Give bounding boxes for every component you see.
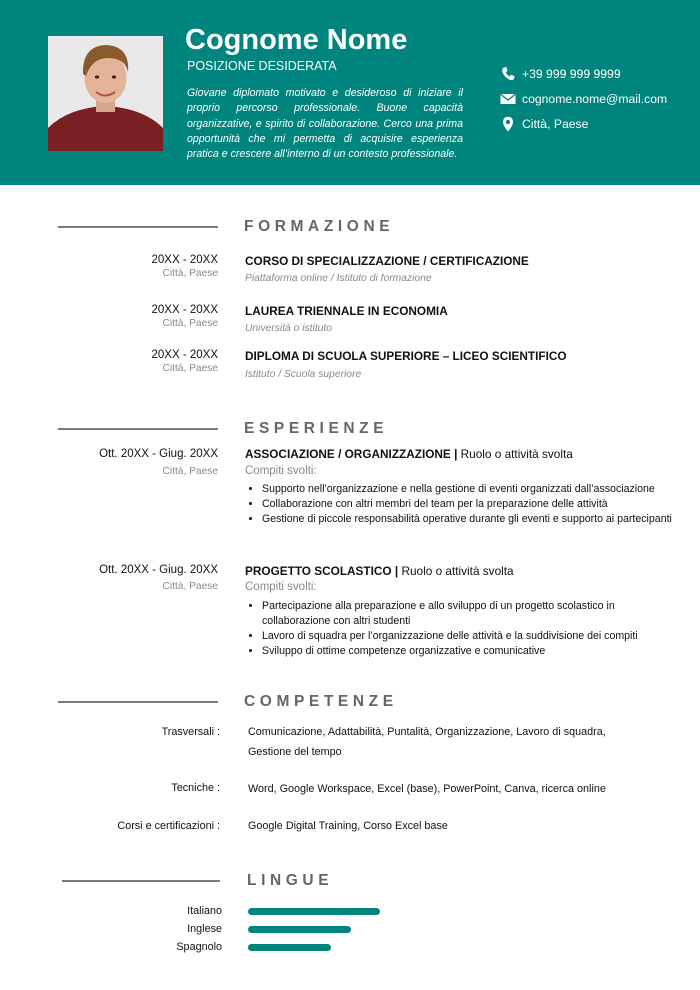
skill-category-label: Corsi e certificazioni :	[117, 820, 220, 832]
experience-date: Ott. 20XX - Giug. 20XX	[99, 448, 218, 460]
skill-category-label: Tecniche :	[171, 782, 220, 794]
language-level-bar	[248, 926, 351, 933]
phone-icon	[500, 66, 516, 82]
experience-org: PROGETTO SCOLASTICO |	[245, 564, 399, 578]
education-title: DIPLOMA DI SCUOLA SUPERIORE – LICEO SCIENTIFICO	[245, 349, 567, 363]
header-banner	[0, 0, 700, 185]
full-name: Cognome Nome	[185, 24, 408, 56]
section-title-formazione: FORMAZIONE	[244, 218, 395, 235]
skill-list: Google Digital Training, Corso Excel base	[248, 820, 448, 832]
section-divider	[58, 226, 218, 228]
education-date: 20XX - 20XX	[151, 254, 218, 266]
mail-icon	[500, 91, 516, 107]
experience-location: Città, Paese	[162, 466, 218, 477]
desired-position: POSIZIONE DESIDERATA	[187, 59, 337, 73]
education-title: CORSO DI SPECIALIZZAZIONE / CERTIFICAZIONE	[245, 254, 529, 268]
language-level-bar	[248, 944, 331, 951]
experience-role: Ruolo o attività svolta	[401, 564, 514, 578]
language-name: Inglese	[187, 923, 222, 935]
phone-number: +39 999 999 9999	[522, 67, 621, 81]
experience-date: Ott. 20XX - Giug. 20XX	[99, 564, 218, 576]
experience-role: Ruolo o attività svolta	[460, 447, 573, 461]
education-title: LAUREA TRIENNALE IN ECONOMIA	[245, 304, 448, 318]
list-item: • Supporto nell’organizzazione e nella gestione di eventi organizzati dall’associazione	[262, 482, 682, 497]
experience-org: ASSOCIAZIONE / ORGANIZZAZIONE |	[245, 447, 458, 461]
language-name: Spagnolo	[176, 941, 222, 953]
list-item: • Sviluppo di ottime competenze organizzative e comunicative	[262, 644, 682, 659]
person-photo-icon	[48, 36, 163, 151]
list-item: • Gestione di piccole responsabilità operative durante gli eventi e supporto ai partecipanti	[262, 512, 682, 527]
skill-category-label: Trasversali :	[161, 726, 220, 738]
experience-title	[245, 447, 573, 461]
profile-photo	[48, 36, 163, 151]
list-item: • Collaborazione con altri membri del team per la preparazione delle attività	[262, 497, 682, 512]
task-list	[245, 599, 682, 659]
list-item: • Partecipazione alla preparazione e allo sviluppo di un progetto scolastico in collaborazione con altri studenti	[262, 599, 682, 629]
email-address[interactable]: cognome.nome@mail.com	[522, 92, 668, 106]
section-title-esperienze: ESPERIENZE	[244, 420, 389, 437]
education-location: Città, Paese	[162, 268, 218, 279]
skill-list: Word, Google Workspace, Excel (base), PowerPoint, Canva, ricerca online	[248, 783, 606, 795]
section-divider	[58, 428, 218, 430]
location-pin-icon	[500, 116, 516, 132]
section-divider	[58, 701, 218, 703]
language-name: Italiano	[187, 905, 222, 917]
section-title-competenze: COMPETENZE	[244, 693, 398, 710]
skill-list: Comunicazione, Adattabilità, Puntalità, Organizzazione, Lavoro di squadra, Gestione del tempo	[248, 726, 606, 758]
education-date: 20XX - 20XX	[151, 349, 218, 361]
education-institution: Istituto / Scuola superiore	[245, 369, 362, 380]
tasks-label: Compiti svolti:	[245, 581, 317, 593]
list-item: • Lavoro di squadra per l’organizzazione delle attività e la suddivisione dei compiti	[262, 629, 682, 644]
location-text: Città, Paese	[522, 117, 589, 131]
language-level-bar	[248, 908, 380, 915]
section-title-lingue: LINGUE	[247, 872, 334, 889]
section-divider	[62, 880, 220, 882]
education-date: 20XX - 20XX	[151, 304, 218, 316]
education-location: Città, Paese	[162, 363, 218, 374]
tasks-label: Compiti svolti:	[245, 465, 317, 477]
profile-summary: Giovane diplomato motivato e desideroso di iniziare il proprio percorso professionale. Buone capacità organizzative, e spirito di collaborazione. Cerco una prima opportunità che mi permetta di acquisire esperienza pratica e crescere all’interno di un contesto professionale.	[187, 87, 463, 161]
experience-title	[245, 564, 514, 578]
education-institution: Piattaforma online / Istituto di formazione	[245, 273, 432, 284]
education-location: Città, Paese	[162, 318, 218, 329]
education-institution: Università o istituto	[245, 323, 332, 334]
task-list	[245, 482, 682, 527]
experience-location: Città, Paese	[162, 581, 218, 592]
